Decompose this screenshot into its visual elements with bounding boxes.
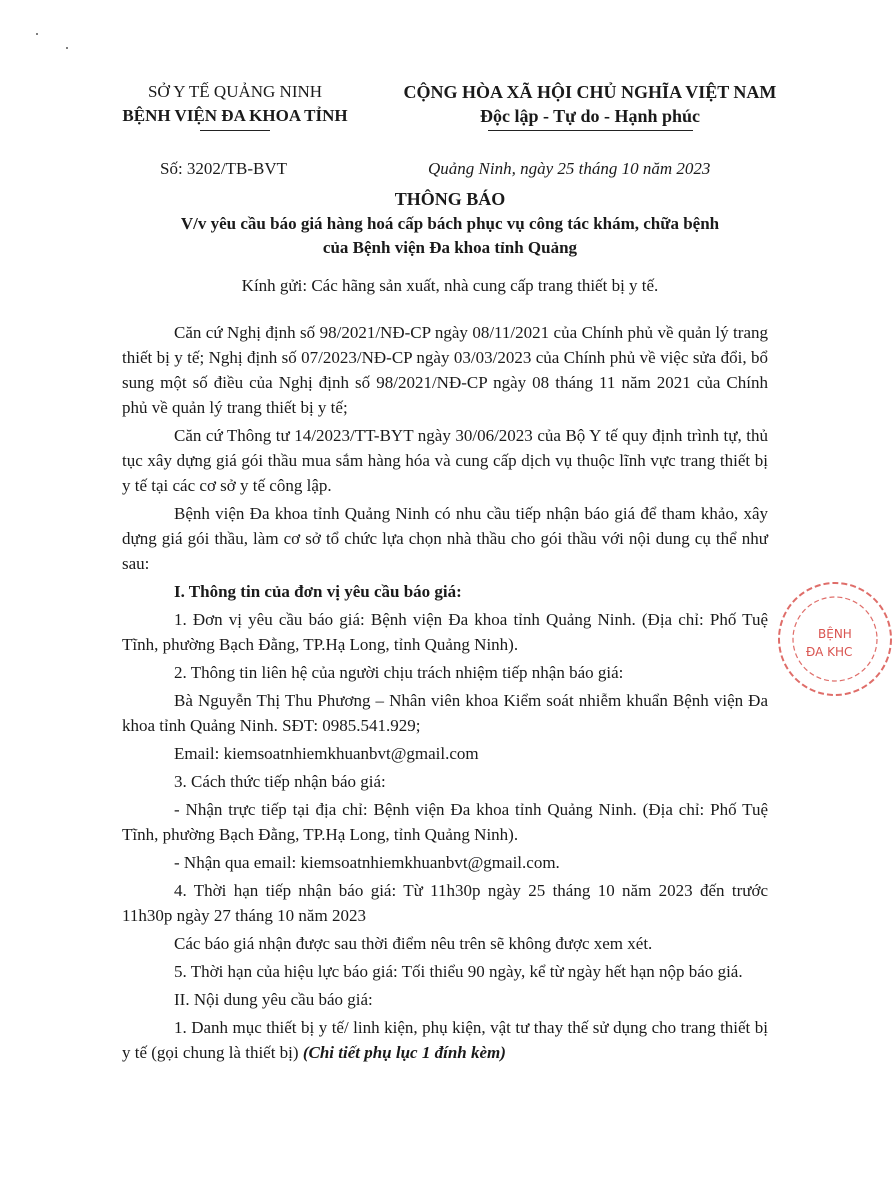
request-intro: Bệnh viện Đa khoa tỉnh Quảng Ninh có nhu cầu tiếp nhận báo giá để tham khảo, xây dựng giá gói thầu, làm cơ sở tổ chức lựa chọn nhà thầu cho gói thầu với nội dung cụ thể như sau: (122, 504, 768, 573)
agency-name: SỞ Y TẾ QUẢNG NINH (147, 82, 323, 101)
national-motto: Độc lập - Tự do - Hạnh phúc (479, 106, 701, 126)
quote-validity: 5. Thời hạn của hiệu lực báo giá: Tối thiểu 90 ngày, kể từ ngày hết hạn nộp báo giá. (174, 962, 743, 981)
contact-person: Bà Nguyễn Thị Thu Phương – Nhân viên khoa Kiểm soát nhiễm khuẩn Bệnh viện Đa khoa tỉnh Quảng Ninh. SĐT: 0985.541.929; (122, 691, 768, 735)
hospital-name: BỆNH VIỆN ĐA KHOA TỈNH (122, 106, 348, 125)
national-header (385, 80, 795, 131)
document-number: Số: 3202/TB-BVT (160, 159, 288, 178)
seal-text-mid: ĐA KHC (806, 645, 853, 659)
receive-email: - Nhận qua email: kiemsoatnhiemkhuanbvt@gmail.com. (174, 853, 560, 872)
country-name: CỘNG HÒA XÃ HỘI CHỦ NGHĨA VIỆT NAM (403, 82, 777, 102)
document-subject (100, 212, 800, 260)
contact-email: Email: kiemsoatnhiemkhuanbvt@gmail.com (174, 744, 479, 763)
late-quote-note: Các báo giá nhận được sau thời điểm nêu trên sẽ không được xem xét. (174, 934, 653, 953)
section-heading-2: II. Nội dung yêu cầu báo giá: (174, 990, 373, 1009)
contact-heading: 2. Thông tin liên hệ của người chịu trách nhiệm tiếp nhận báo giá: (174, 663, 624, 682)
scan-speck (36, 33, 38, 35)
document-body (122, 320, 768, 1068)
issuer-block (100, 80, 370, 131)
subject-line-1: V/v yêu cầu báo giá hàng hoá cấp bách phục vụ công tác khám, chữa bệnh (180, 214, 720, 233)
seal-text-top: BỆNH (818, 627, 852, 641)
legal-basis-1: Căn cứ Nghị định số 98/2021/NĐ-CP ngày 08/11/2021 của Chính phủ về quản lý trang thiết bị y tế; Nghị định số 07/2023/NĐ-CP ngày 03/03/2023 của Chính phủ về việc sửa đổi, bổ sung một số điều của Nghị định số 98/2021/NĐ-CP ngày 08 tháng 11 năm 2021 của Chính phủ về quản lý trang thiết bị y tế; (122, 323, 768, 417)
equipment-list (122, 1015, 768, 1065)
section-heading-1: I. Thông tin của đơn vị yêu cầu báo giá: (174, 582, 462, 601)
equipment-list-text: 1. Danh mục thiết bị y tế/ linh kiện, phụ kiện, vật tư thay thế sử dụng cho trang thiết bị y tế (gọi chung là thiết bị) (122, 1018, 768, 1062)
appendix-reference: (Chi tiết phụ lục 1 đính kèm) (302, 1043, 506, 1062)
requesting-unit: 1. Đơn vị yêu cầu báo giá: Bệnh viện Đa khoa tỉnh Quảng Ninh. (Địa chỉ: Phố Tuệ Tĩnh, phường Bạch Đằng, TP.Hạ Long, tỉnh Quảng Ninh). (122, 610, 768, 654)
receive-method-heading: 3. Cách thức tiếp nhận báo giá: (174, 772, 386, 791)
recipient-line: Kính gửi: Các hãng sản xuất, nhà cung cấp trang thiết bị y tế. (241, 276, 659, 295)
receive-deadline: 4. Thời hạn tiếp nhận báo giá: Từ 11h30p ngày 25 tháng 10 năm 2023 đến trước 11h30p ngày 27 tháng 10 năm 2023 (122, 881, 768, 925)
legal-basis-2: Căn cứ Thông tư 14/2023/TT-BYT ngày 30/06/2023 của Bộ Y tế quy định trình tự, thủ tục xây dựng giá gói thầu mua sắm hàng hóa và cung cấp dịch vụ thuộc lĩnh vực trang thiết bị y tế tại các cơ sở y tế công lập. (122, 426, 768, 495)
hospital-seal-stamp (776, 580, 894, 698)
document-title: THÔNG BÁO (394, 189, 506, 209)
scan-speck (66, 47, 68, 49)
place-date: Quảng Ninh, ngày 25 tháng 10 năm 2023 (428, 159, 711, 178)
subject-line-2: của Bệnh viện Đa khoa tỉnh Quảng (322, 238, 578, 257)
motto-underline (488, 130, 693, 131)
issuer-underline (200, 130, 270, 131)
receive-direct: - Nhận trực tiếp tại địa chỉ: Bệnh viện Đa khoa tỉnh Quảng Ninh. (Địa chỉ: Phố Tuệ Tĩnh, phường Bạch Đằng, TP.Hạ Long, tỉnh Quảng Ninh). (122, 800, 768, 844)
